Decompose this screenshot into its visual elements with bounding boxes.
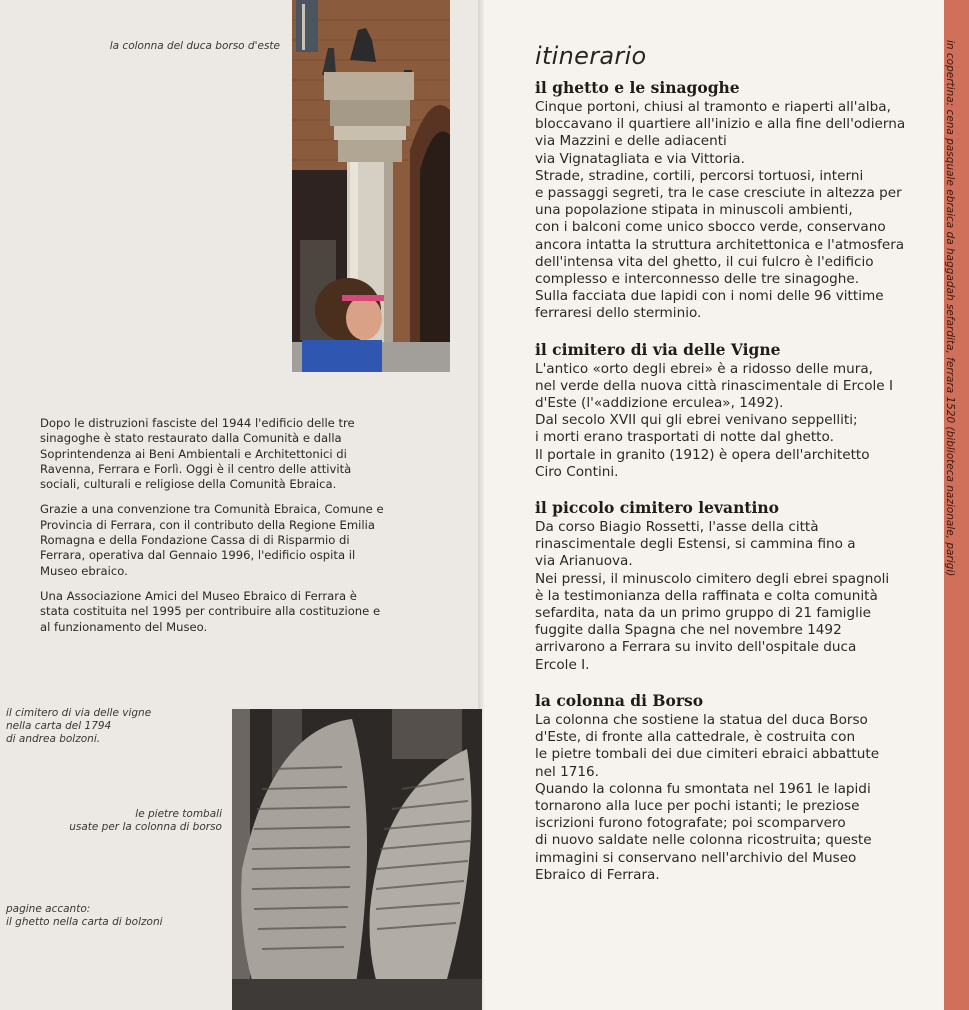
section-title: la colonna di Borso [535, 690, 704, 710]
section-heading: itinerario [535, 42, 647, 70]
left-body-text [40, 416, 385, 645]
caption-tombstones: le pietre tombali usate per la colonna di borso [69, 808, 222, 833]
section-borso-column [535, 691, 930, 884]
cover-credit: in copertina: cena pasquale ebraica da haggadah sefardita, ferrara 1520 (biblioteca nazionale, parigi) [943, 40, 956, 577]
section-title: il ghetto e le sinagoghe [535, 78, 740, 97]
photo-tombstones [232, 709, 482, 1010]
section-body: L'antico «orto degli ebrei» è a ridosso delle mura, nel verde della nuova città rinascimentale di Ercole I d'Este (l'«addizione erculea», 1492). Dal secolo XVII qui gli ebrei venivano seppelliti; i morti erano trasportati di notte dal ghetto. Il portale in granito (1912) è opera dell'architetto Ciro Contini. [535, 360, 894, 480]
paragraph: Una Associazione Amici del Museo Ebraico di Ferrara è stata costituita nel 1995 per contribuire alla costituzione e al funzionamento del Museo. [40, 588, 381, 634]
section-levantine-cemetery [535, 498, 930, 674]
caption-facing-pages: pagine accanto: il ghetto nella carta di bolzoni [6, 903, 163, 928]
section-body: Cinque portoni, chiusi al tramonto e riaperti all'alba, bloccavano il quartiere all'inizio e alla fine dell'odierna via Mazzini e delle adiacenti via Vignatagliata e via Vittoria. Strade, stradine, cortili, percorsi tortuosi, interni e passaggi segreti, tra le case cresciute in altezza per una popolazione stipata in minuscoli ambienti, con i balconi come unico sbocco verde, conservano ancora intatta la struttura architettonica e l'atmosfera dell'intensa vita del ghetto, il cui fulcro è l'edificio complesso e interconnesso delle tre sinagoghe. Sulla facciata due lapidi con i nomi delle 96 vittime ferraresi dello sterminio. [535, 99, 906, 322]
section-cemetery-vigne [535, 340, 930, 481]
paragraph: Dopo le distruzioni fasciste del 1944 l'edificio delle tre sinagoghe è stato restaurato dalla Comunità e dalla Soprintendenza ai Beni Ambientali e Architettonici di Ravenna, Ferrara e Forlì. Oggi è il centro delle attività sociali, culturali e religiose della Comunità Ebraica. [40, 416, 355, 492]
section-title: il piccolo cimitero levantino [535, 498, 779, 518]
caption-cemetery-map: il cimitero di via delle vigne nella carta del 1794 di andrea bolzoni. [6, 707, 152, 745]
section-ghetto [535, 78, 930, 323]
paragraph: Grazie a una convenzione tra Comunità Ebraica, Comune e Provincia di Ferrara, con il contributo della Regione Emilia Romagna e della Fondazione Cassa di di Risparmio di Ferrara, operativa dal Gennaio 1996, l'edificio ospita il Museo ebraico. [40, 502, 384, 578]
caption-column-photo: la colonna del duca borso d'este [109, 40, 280, 52]
section-body: Da corso Biagio Rossetti, l'asse della città rinascimentale degli Estensi, si cammina fino a via Arianuova. Nei pressi, il minuscolo cimitero degli ebrei spagnoli è la testimonianza della raffinata e colta comunità sefardita, nata da un primo gruppo di 21 famiglie fuggite dalla Spagna che nel novembre 1492 arrivarono a Ferrara su invito dell'ospitale duca Ercole I. [535, 519, 890, 673]
section-body: La colonna che sostiene la statua del duca Borso d'Este, di fronte alla cattedrale, è costruita con le pietre tombali dei due cimiteri ebraici abbattute nel 1716. Quando la colonna fu smontata nel 1961 le lapidi tornarono alla luce per pochi istanti; le preziose iscrizioni furono fotografate; poi scomparvero di nuovo saldate nelle colonna ricostruita; queste immagini si conservano nell'archivio del Museo Ebraico di Ferrara. [535, 711, 880, 883]
photo-borso-column [292, 0, 450, 372]
itinerary-content [535, 42, 930, 901]
section-title: il cimitero di via delle Vigne [535, 339, 781, 359]
